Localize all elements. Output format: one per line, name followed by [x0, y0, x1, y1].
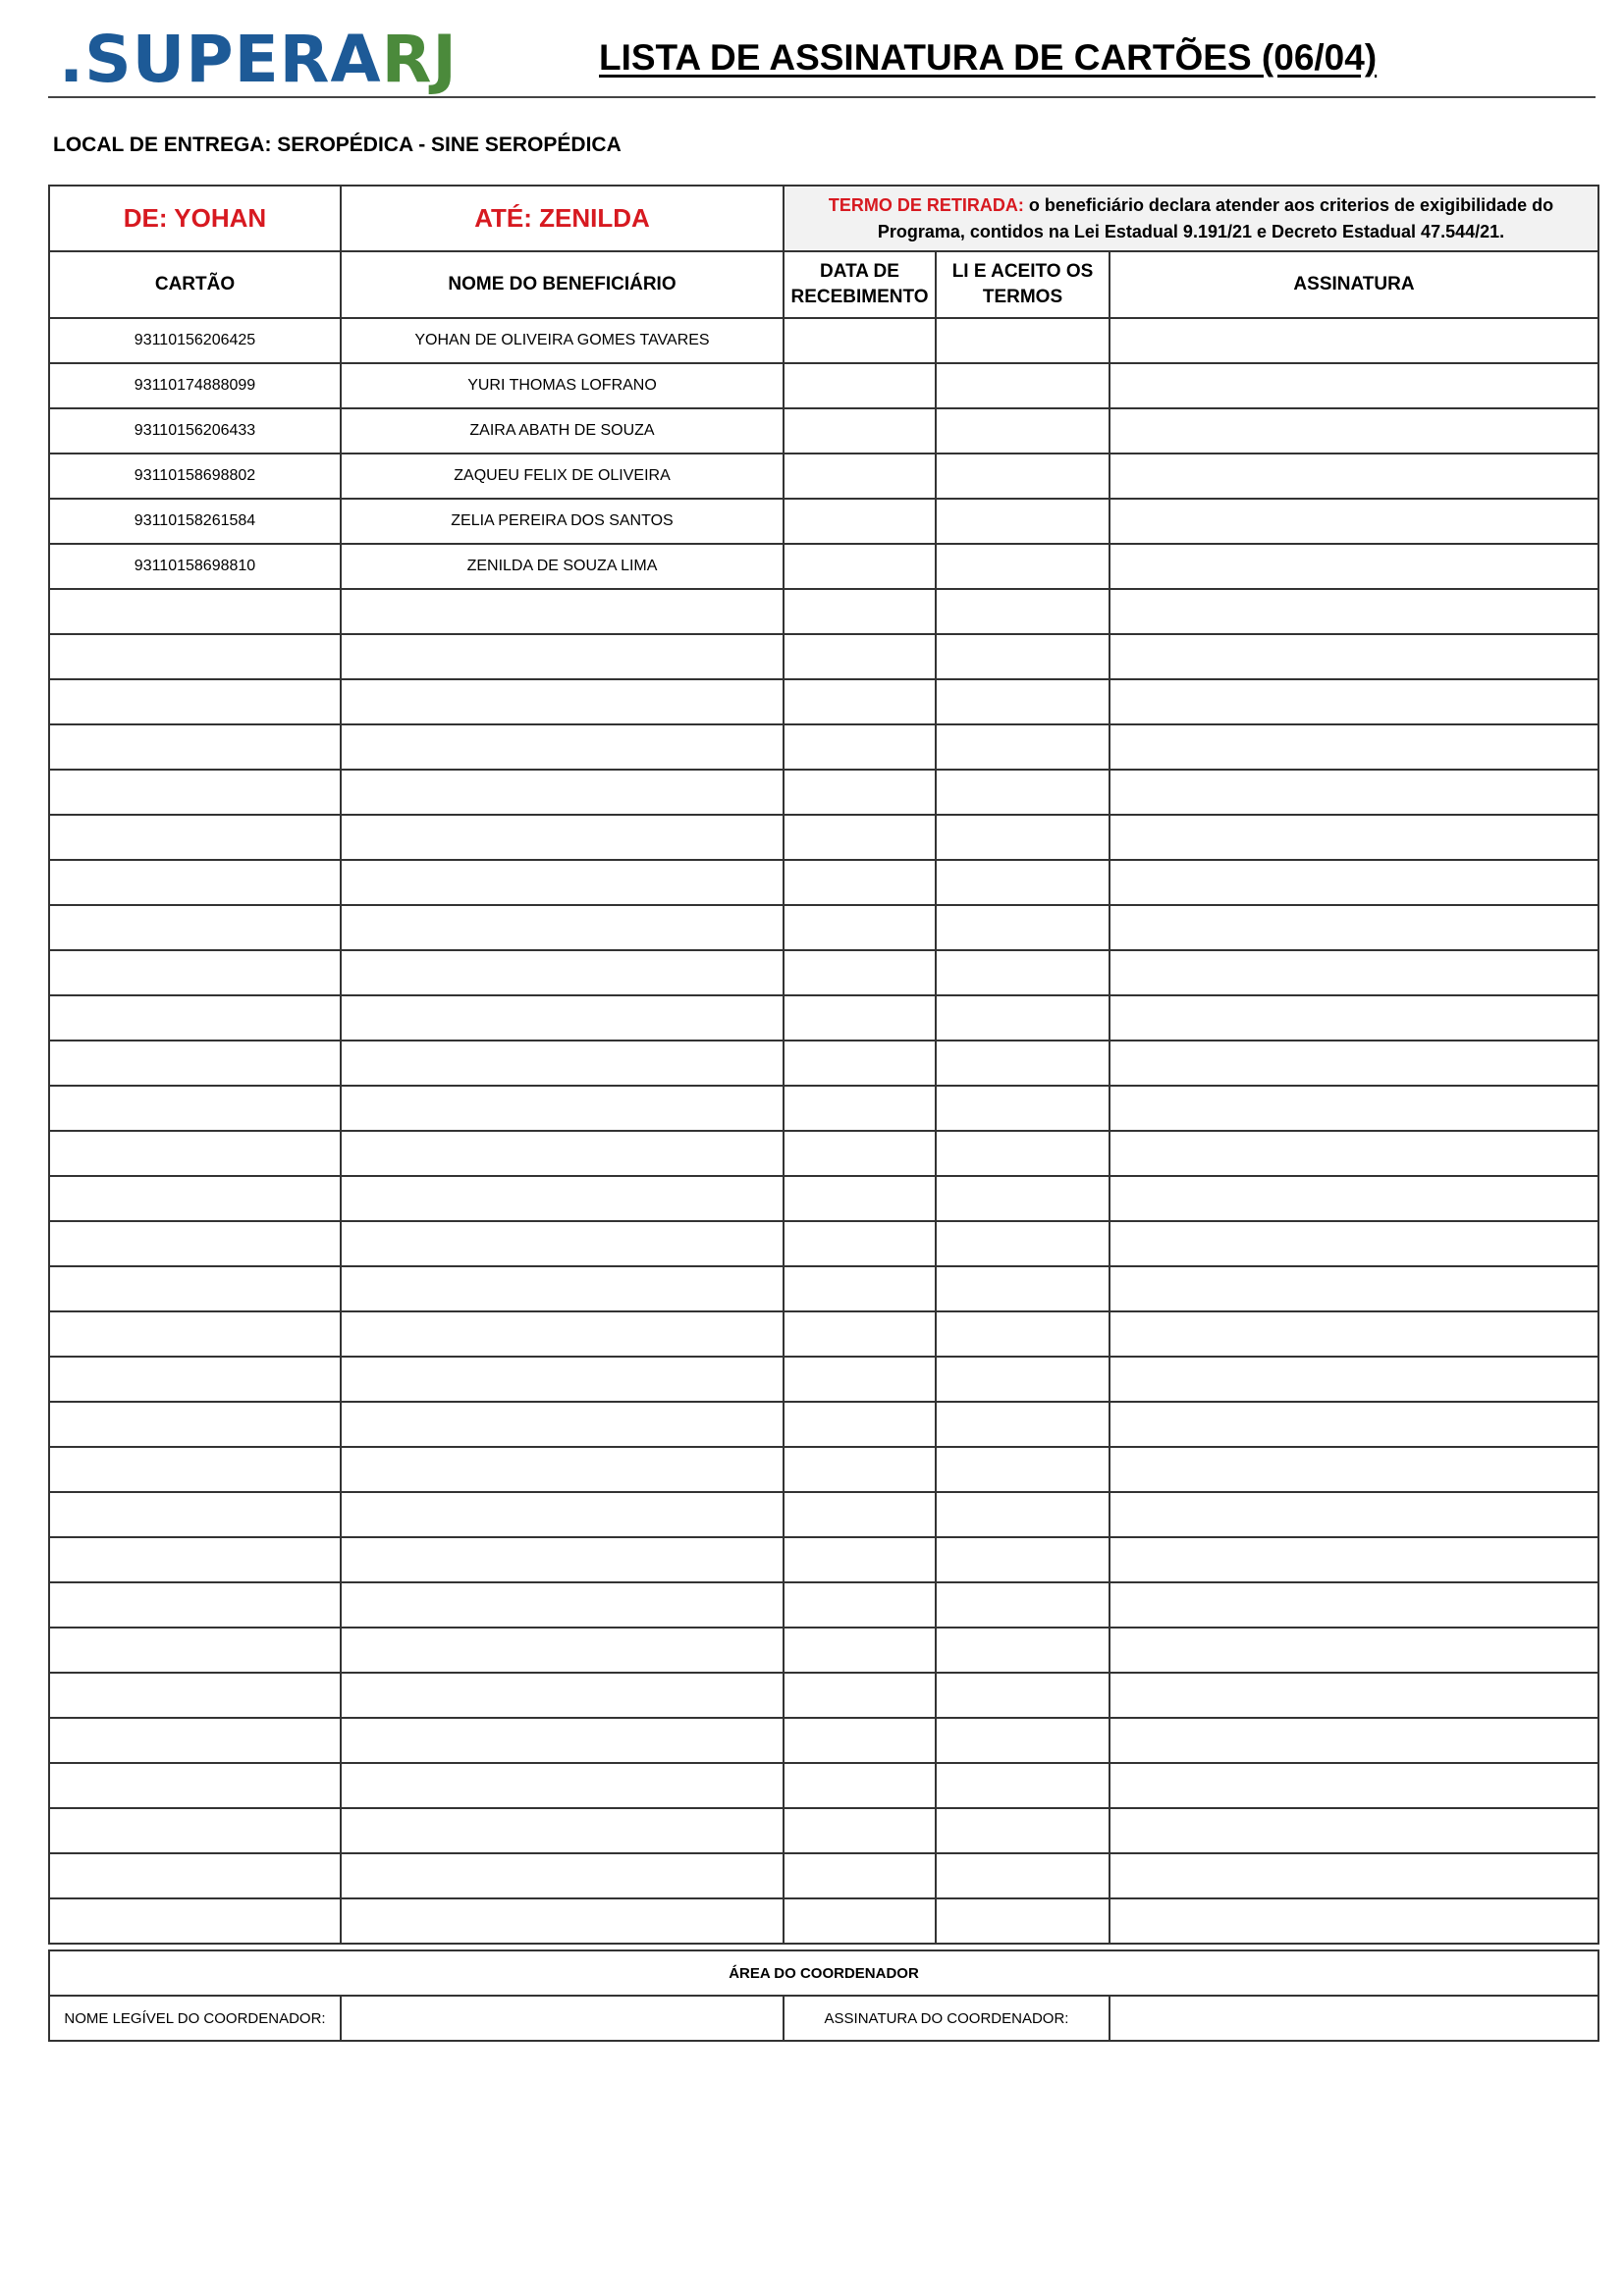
cell-name — [341, 950, 784, 995]
cell-accept[interactable] — [936, 589, 1110, 634]
cell-name — [341, 1763, 784, 1808]
cell-signature[interactable] — [1110, 679, 1598, 724]
cell-signature[interactable] — [1110, 1537, 1598, 1582]
cell-accept[interactable] — [936, 724, 1110, 770]
cell-accept[interactable] — [936, 544, 1110, 589]
table-row — [49, 1673, 1598, 1718]
cell-accept[interactable] — [936, 1763, 1110, 1808]
cell-name — [341, 1402, 784, 1447]
cell-date[interactable] — [784, 544, 936, 589]
cell-name — [341, 589, 784, 634]
cell-signature[interactable] — [1110, 995, 1598, 1041]
cell-card — [49, 1537, 341, 1582]
table-row — [49, 770, 1598, 815]
table-row — [49, 1808, 1598, 1853]
cell-date[interactable] — [784, 770, 936, 815]
cell-card — [49, 1221, 341, 1266]
cell-card — [49, 1176, 341, 1221]
cell-accept[interactable] — [936, 815, 1110, 860]
cell-accept[interactable] — [936, 905, 1110, 950]
table-row — [49, 1492, 1598, 1537]
cell-card — [49, 1311, 341, 1357]
table-row — [49, 860, 1598, 905]
cell-accept[interactable] — [936, 1176, 1110, 1221]
cell-date[interactable] — [784, 1808, 936, 1853]
cell-name — [341, 860, 784, 905]
cell-name — [341, 1041, 784, 1086]
cell-signature[interactable] — [1110, 1447, 1598, 1492]
cell-name: YURI THOMAS LOFRANO — [341, 363, 784, 408]
cell-name: ZENILDA DE SOUZA LIMA — [341, 544, 784, 589]
cell-accept[interactable] — [936, 1131, 1110, 1176]
cell-date[interactable] — [784, 1086, 936, 1131]
table-row — [49, 1357, 1598, 1402]
cell-date[interactable] — [784, 679, 936, 724]
cell-accept[interactable] — [936, 1221, 1110, 1266]
cell-name: ZELIA PEREIRA DOS SANTOS — [341, 499, 784, 544]
cell-date[interactable] — [784, 499, 936, 544]
table-row — [49, 1221, 1598, 1266]
table-row — [49, 1266, 1598, 1311]
cell-card — [49, 1853, 341, 1898]
cell-date[interactable] — [784, 1628, 936, 1673]
cell-name: ZAIRA ABATH DE SOUZA — [341, 408, 784, 454]
cell-card: 93110156206433 — [49, 408, 341, 454]
cell-card — [49, 815, 341, 860]
col-header-name: NOME DO BENEFICIÁRIO — [341, 251, 784, 318]
cell-signature[interactable] — [1110, 1402, 1598, 1447]
cell-accept[interactable] — [936, 1266, 1110, 1311]
cell-card — [49, 1628, 341, 1673]
cell-card: 93110158261584 — [49, 499, 341, 544]
cell-accept[interactable] — [936, 679, 1110, 724]
cell-card: 93110158698810 — [49, 544, 341, 589]
cell-card: 93110174888099 — [49, 363, 341, 408]
table-row — [49, 1582, 1598, 1628]
cell-name — [341, 1086, 784, 1131]
cell-accept[interactable] — [936, 1402, 1110, 1447]
cell-accept[interactable] — [936, 1041, 1110, 1086]
cell-date[interactable] — [784, 1898, 936, 1944]
cell-card — [49, 1492, 341, 1537]
range-to: ATÉ: ZENILDA — [341, 186, 784, 251]
cell-signature[interactable] — [1110, 905, 1598, 950]
cell-date[interactable] — [784, 1311, 936, 1357]
cell-date[interactable] — [784, 634, 936, 679]
cell-signature[interactable] — [1110, 1628, 1598, 1673]
cell-name — [341, 1853, 784, 1898]
cell-accept[interactable] — [936, 860, 1110, 905]
cell-date[interactable] — [784, 1266, 936, 1311]
cell-name: YOHAN DE OLIVEIRA GOMES TAVARES — [341, 318, 784, 363]
cell-name — [341, 1898, 784, 1944]
col-header-signature: ASSINATURA — [1110, 251, 1598, 318]
cell-name — [341, 1447, 784, 1492]
cell-name — [341, 634, 784, 679]
table-row — [49, 634, 1598, 679]
cell-name — [341, 770, 784, 815]
coordinator-signature-label: ASSINATURA DO COORDENADOR: — [784, 1996, 1110, 2041]
cell-signature[interactable] — [1110, 770, 1598, 815]
table-row — [49, 905, 1598, 950]
table-row — [49, 1898, 1598, 1944]
cell-signature[interactable] — [1110, 815, 1598, 860]
cell-accept[interactable] — [936, 1898, 1110, 1944]
cell-accept[interactable] — [936, 499, 1110, 544]
cell-accept[interactable] — [936, 1537, 1110, 1582]
cell-date[interactable] — [784, 454, 936, 499]
cell-date[interactable] — [784, 1853, 936, 1898]
cell-card — [49, 1131, 341, 1176]
cell-card — [49, 1763, 341, 1808]
cell-card — [49, 1357, 341, 1402]
column-header-row — [49, 251, 1598, 318]
cell-accept[interactable] — [936, 363, 1110, 408]
coordinator-signature-field[interactable] — [1110, 1996, 1598, 2041]
table-row — [49, 363, 1598, 408]
cell-card — [49, 1086, 341, 1131]
cell-name — [341, 995, 784, 1041]
cell-signature[interactable] — [1110, 1808, 1598, 1853]
cell-card — [49, 1582, 341, 1628]
cell-card — [49, 1447, 341, 1492]
cell-signature[interactable] — [1110, 1041, 1598, 1086]
cell-signature[interactable] — [1110, 1582, 1598, 1628]
cell-card — [49, 1402, 341, 1447]
cell-card — [49, 905, 341, 950]
cell-accept[interactable] — [936, 1673, 1110, 1718]
cell-date[interactable] — [784, 363, 936, 408]
cell-signature[interactable] — [1110, 1131, 1598, 1176]
col-header-date: DATA DE RECEBIMENTO — [784, 251, 936, 318]
cell-signature[interactable] — [1110, 1763, 1598, 1808]
cell-name — [341, 1582, 784, 1628]
cell-accept[interactable] — [936, 1808, 1110, 1853]
cell-signature[interactable] — [1110, 1492, 1598, 1537]
cell-card — [49, 860, 341, 905]
cell-date[interactable] — [784, 1357, 936, 1402]
cell-name — [341, 1808, 784, 1853]
cell-accept[interactable] — [936, 1357, 1110, 1402]
cell-name — [341, 1357, 784, 1402]
cell-accept[interactable] — [936, 770, 1110, 815]
cell-signature[interactable] — [1110, 1673, 1598, 1718]
cell-card — [49, 770, 341, 815]
cell-date[interactable] — [784, 905, 936, 950]
range-from: DE: YOHAN — [49, 186, 341, 251]
cell-signature[interactable] — [1110, 1898, 1598, 1944]
table-row — [49, 1311, 1598, 1357]
cell-date[interactable] — [784, 950, 936, 995]
withdrawal-terms — [784, 186, 1598, 251]
cell-date[interactable] — [784, 1763, 936, 1808]
cell-accept[interactable] — [936, 1086, 1110, 1131]
table-row — [49, 1537, 1598, 1582]
cell-date[interactable] — [784, 589, 936, 634]
cell-date[interactable] — [784, 408, 936, 454]
cell-name — [341, 1492, 784, 1537]
cell-name — [341, 679, 784, 724]
coordinator-name-field[interactable] — [341, 1996, 784, 2041]
cell-date[interactable] — [784, 724, 936, 770]
cell-name — [341, 1221, 784, 1266]
cell-signature[interactable] — [1110, 1221, 1598, 1266]
table-row — [49, 724, 1598, 770]
table-row — [49, 1763, 1598, 1808]
cell-signature[interactable] — [1110, 544, 1598, 589]
cell-signature[interactable] — [1110, 1718, 1598, 1763]
terms-text: o beneficiário declara atender aos criterios de exigibilidade do Programa, contidos na Lei Estadual 9.191/21 e Decreto Estadual 47.544/21. — [877, 194, 1554, 241]
cell-card — [49, 1808, 341, 1853]
cell-name — [341, 1628, 784, 1673]
cell-date[interactable] — [784, 1492, 936, 1537]
table-row — [49, 1447, 1598, 1492]
cell-name — [341, 815, 784, 860]
cell-date[interactable] — [784, 1176, 936, 1221]
col-header-accept: LI E ACEITO OS TERMOS — [936, 251, 1110, 318]
cell-card — [49, 679, 341, 724]
cell-signature[interactable] — [1110, 634, 1598, 679]
table-row — [49, 1628, 1598, 1673]
table-row — [49, 1041, 1598, 1086]
supera-rj-logo — [59, 22, 458, 97]
coordinator-title: ÁREA DO COORDENADOR — [49, 1950, 1598, 1996]
coordinator-area — [48, 1949, 1599, 2042]
cell-card — [49, 1898, 341, 1944]
cell-date[interactable] — [784, 1582, 936, 1628]
cell-accept[interactable] — [936, 1492, 1110, 1537]
coordinator-name-label: NOME LEGÍVEL DO COORDENADOR: — [49, 1996, 341, 2041]
logo-wordmark: .SUPERARJ — [59, 22, 458, 97]
table-row — [49, 454, 1598, 499]
table-row — [49, 499, 1598, 544]
cell-date[interactable] — [784, 860, 936, 905]
cell-date[interactable] — [784, 1718, 936, 1763]
table-row — [49, 1131, 1598, 1176]
cell-signature[interactable] — [1110, 454, 1598, 499]
coordinator-fields-row — [49, 1996, 1598, 2041]
cell-name — [341, 1266, 784, 1311]
table-row — [49, 679, 1598, 724]
cell-signature[interactable] — [1110, 1853, 1598, 1898]
cell-signature[interactable] — [1110, 1357, 1598, 1402]
cell-signature[interactable] — [1110, 363, 1598, 408]
cell-accept[interactable] — [936, 1447, 1110, 1492]
signature-table — [48, 185, 1599, 1945]
cell-signature[interactable] — [1110, 318, 1598, 363]
cell-signature[interactable] — [1110, 860, 1598, 905]
table-row — [49, 1402, 1598, 1447]
cell-name — [341, 1176, 784, 1221]
cell-card — [49, 724, 341, 770]
cell-signature[interactable] — [1110, 1311, 1598, 1357]
cell-card — [49, 589, 341, 634]
cell-date[interactable] — [784, 1537, 936, 1582]
cell-card — [49, 995, 341, 1041]
cell-accept[interactable] — [936, 1628, 1110, 1673]
cell-date[interactable] — [784, 1131, 936, 1176]
cell-date[interactable] — [784, 1221, 936, 1266]
table-row — [49, 815, 1598, 860]
cell-card — [49, 1041, 341, 1086]
table-row — [49, 1718, 1598, 1763]
col-header-card: CARTÃO — [49, 251, 341, 318]
terms-label: TERMO DE RETIRADA: — [828, 194, 1024, 215]
cell-name — [341, 905, 784, 950]
table-row — [49, 1086, 1598, 1131]
cell-signature[interactable] — [1110, 499, 1598, 544]
cell-date[interactable] — [784, 1673, 936, 1718]
delivery-location: LOCAL DE ENTREGA: SEROPÉDICA - SINE SEROPÉDICA — [53, 133, 622, 156]
header-divider — [48, 96, 1596, 98]
table-row — [49, 995, 1598, 1041]
cell-card: 93110156206425 — [49, 318, 341, 363]
cell-name — [341, 1537, 784, 1582]
cell-card — [49, 1673, 341, 1718]
table-row — [49, 589, 1598, 634]
document-title: LISTA DE ASSINATURA DE CARTÕES (06/04) — [599, 37, 1378, 78]
cell-name — [341, 1131, 784, 1176]
cell-accept[interactable] — [936, 454, 1110, 499]
cell-accept[interactable] — [936, 995, 1110, 1041]
table-row — [49, 544, 1598, 589]
cell-signature[interactable] — [1110, 724, 1598, 770]
cell-name — [341, 1311, 784, 1357]
cell-date[interactable] — [784, 1447, 936, 1492]
cell-signature[interactable] — [1110, 1176, 1598, 1221]
cell-signature[interactable] — [1110, 950, 1598, 995]
cell-card — [49, 634, 341, 679]
cell-name: ZAQUEU FELIX DE OLIVEIRA — [341, 454, 784, 499]
cell-name — [341, 724, 784, 770]
cell-accept[interactable] — [936, 318, 1110, 363]
cell-card — [49, 1266, 341, 1311]
table-row — [49, 1176, 1598, 1221]
cell-card — [49, 950, 341, 995]
cell-accept[interactable] — [936, 1311, 1110, 1357]
cell-accept[interactable] — [936, 950, 1110, 995]
coordinator-title-row — [49, 1950, 1598, 1996]
cell-accept[interactable] — [936, 408, 1110, 454]
cell-card: 93110158698802 — [49, 454, 341, 499]
cell-date[interactable] — [784, 815, 936, 860]
cell-name — [341, 1673, 784, 1718]
table-row — [49, 950, 1598, 995]
cell-date[interactable] — [784, 1041, 936, 1086]
cell-accept[interactable] — [936, 1853, 1110, 1898]
cell-accept[interactable] — [936, 1718, 1110, 1763]
table-row — [49, 318, 1598, 363]
table-row — [49, 1853, 1598, 1898]
range-row — [49, 186, 1598, 251]
table-row — [49, 408, 1598, 454]
cell-date[interactable] — [784, 995, 936, 1041]
cell-signature[interactable] — [1110, 1086, 1598, 1131]
cell-signature[interactable] — [1110, 1266, 1598, 1311]
cell-accept[interactable] — [936, 634, 1110, 679]
cell-date[interactable] — [784, 1402, 936, 1447]
cell-accept[interactable] — [936, 1582, 1110, 1628]
cell-date[interactable] — [784, 318, 936, 363]
cell-signature[interactable] — [1110, 408, 1598, 454]
cell-card — [49, 1718, 341, 1763]
cell-name — [341, 1718, 784, 1763]
cell-signature[interactable] — [1110, 589, 1598, 634]
